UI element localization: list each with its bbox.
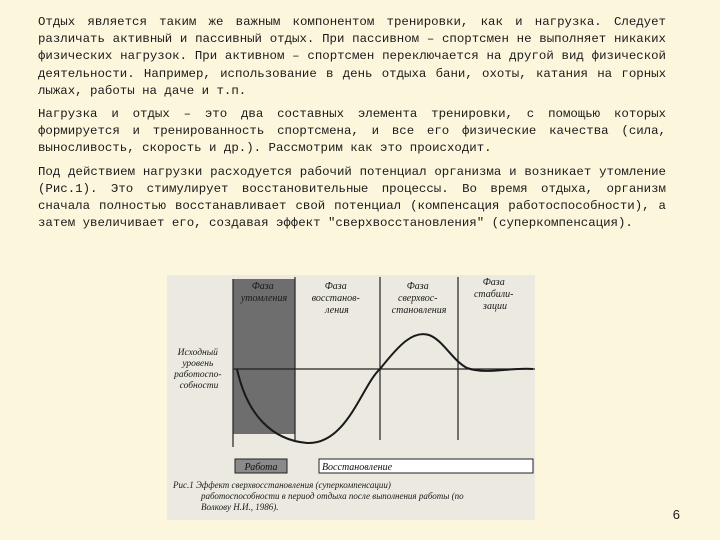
phase-label-supercompensation: Фаза сверхвос- становления (391, 281, 447, 316)
paragraph-load-rest: Нагрузка и отдых – это два составных элемента тренировки, с помощью которых формируется и тренированность спортсмена, и все его физические качества (сила, выносливость, скорость и др.). Рассмотрим как это происходит. (38, 107, 666, 156)
phase-label-stabilization: Фаза стабили- зации (473, 277, 514, 312)
phase-label-fatigue: Фаза утомления (240, 281, 288, 304)
baseline-label: Исходный уровень работоспо- собности (174, 348, 222, 391)
supercompensation-figure (167, 275, 535, 520)
figure-caption: Рис.1 Эффект сверхвосстановления (суперкомпенсации) работоспособности в период отдыха после выполнения работы (по Волкову Н.И., 1986). (173, 480, 464, 512)
body-text (38, 14, 666, 238)
paragraph-rest: Отдых является таким же важным компонентом тренировки, как и нагрузка. Следует различать активный и пассивный отдых. При пассивном – спортсмен не выполняет никаких физических нагрузок. При активном – спортсмен переключается на другой вид физической деятельности. Например, использование в день отдыха бани, охоты, катания на горных лыжах, работы на даче и т.п. (38, 15, 666, 98)
phase-label-recovery: Фаза восстанов- ления (311, 281, 360, 316)
paragraph-supercompensation: Под действием нагрузки расходуется рабочий потенциал организма и возникает утомление (Рис.1). Это стимулирует восстановительные процессы. Во время отдыха, организм сначала полностью восстанавливает свой потенциал (компенсация работоспособности), а затем увеличивает его, создавая эффект "сверхвосстановления" (суперкомпенсация). (38, 164, 666, 231)
page-number: 6 (672, 507, 680, 522)
recovery-label: Восстановление (321, 462, 393, 473)
work-label: Работа (244, 462, 278, 473)
supercompensation-diagram (167, 275, 535, 520)
